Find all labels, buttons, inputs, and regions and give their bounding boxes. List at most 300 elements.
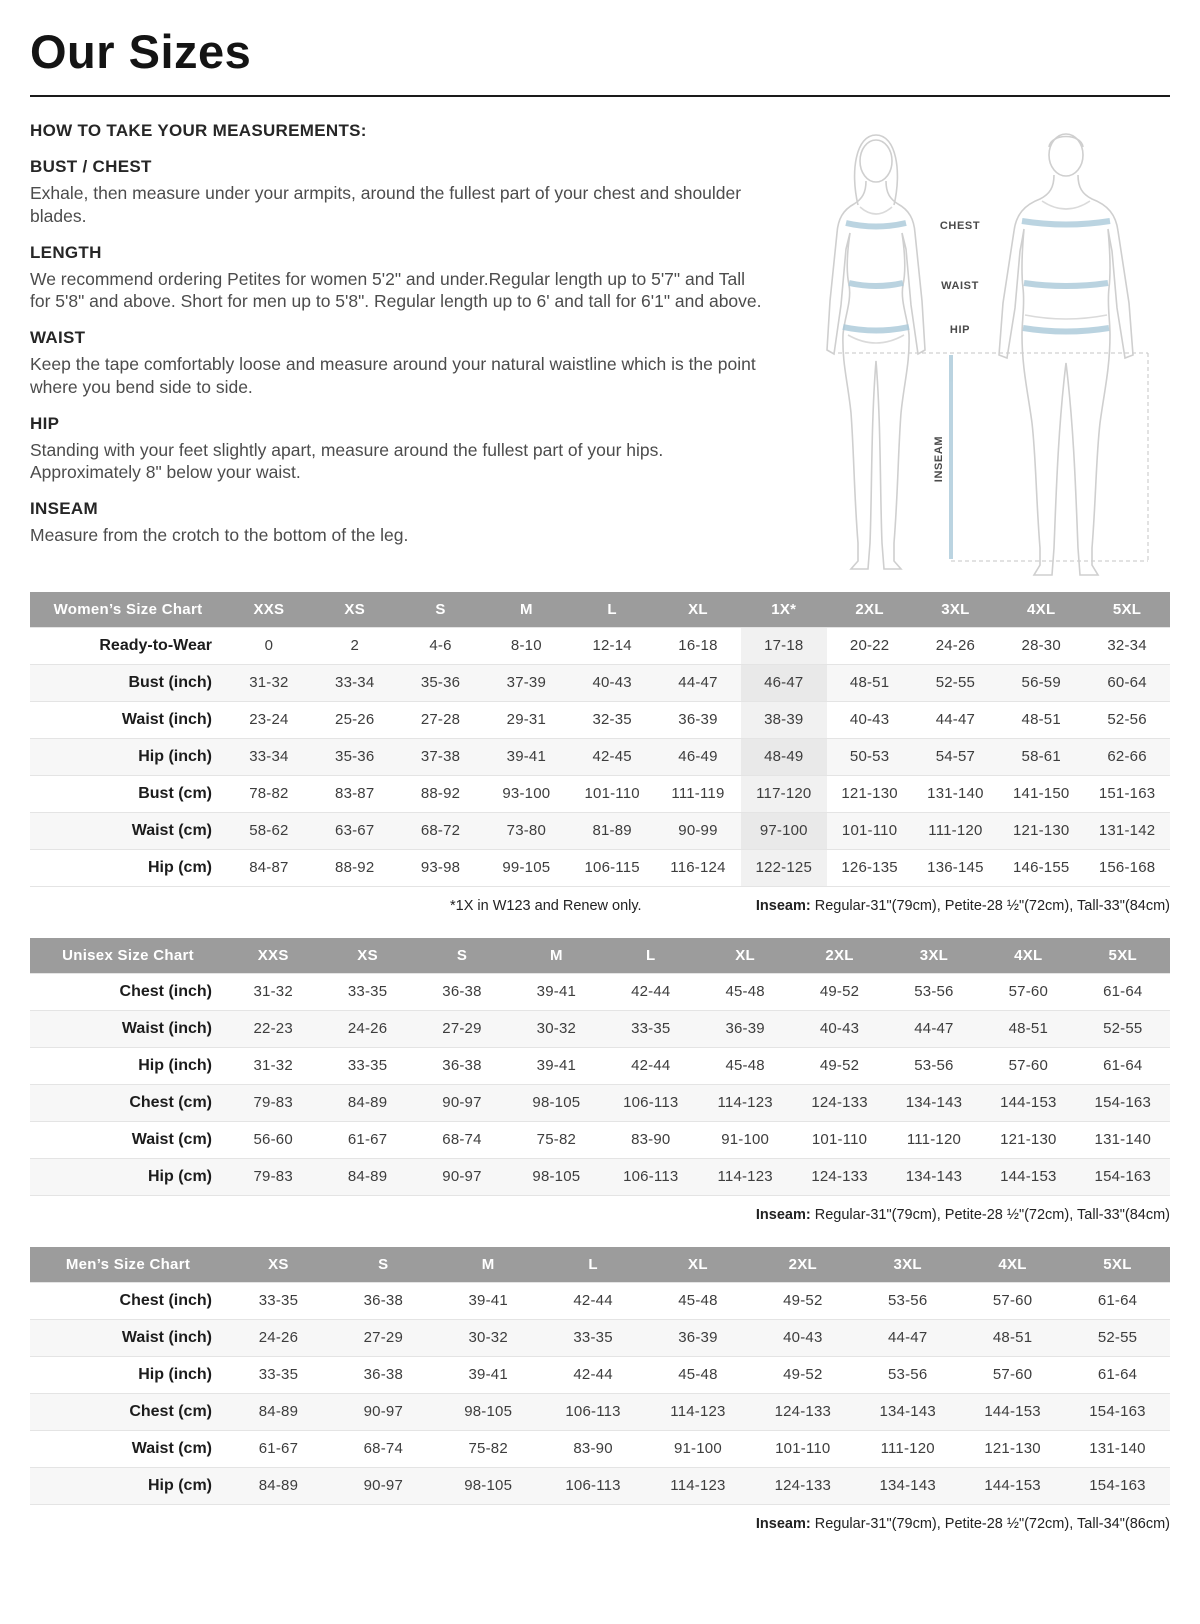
size-value-cell: 28-30 xyxy=(1021,637,1061,655)
size-value-cell: 58-61 xyxy=(1021,748,1061,766)
size-value-cell: 134-143 xyxy=(879,1403,936,1421)
men-inseam-note-text: Regular-31"(79cm), Petite-28 ½"(72cm), Tall-34"(86cm) xyxy=(810,1515,1170,1532)
size-value-cell: 36-39 xyxy=(678,1329,718,1347)
size-value-cell: 111-120 xyxy=(928,822,983,840)
size-value-cell: 134-143 xyxy=(905,1094,963,1112)
size-value-cell: 32-35 xyxy=(592,711,632,729)
size-column-header: XL xyxy=(655,592,741,628)
size-value-cell: 45-48 xyxy=(725,983,765,1001)
size-value-cell: 33-34 xyxy=(335,674,375,692)
size-value-cell: 114-123 xyxy=(670,1403,726,1421)
size-column-header: 3XL xyxy=(855,1247,960,1283)
size-value-cell: 36-38 xyxy=(363,1292,403,1310)
size-value-cell: 88-92 xyxy=(420,785,461,803)
size-value-cell: 122-125 xyxy=(741,849,827,886)
size-value-cell: 42-45 xyxy=(592,748,632,766)
size-value-cell: 83-90 xyxy=(573,1440,613,1458)
size-value-cell: 141-150 xyxy=(1012,785,1070,803)
bust-chest-section xyxy=(30,157,770,228)
size-value-cell: 48-51 xyxy=(849,674,890,692)
size-value-cell: 83-87 xyxy=(335,785,375,803)
row-label: Chest (inch) xyxy=(119,1291,212,1309)
row-label: Hip (inch) xyxy=(138,1056,212,1074)
female-waist-band xyxy=(849,283,903,286)
size-value-cell: 154-163 xyxy=(1094,1168,1151,1186)
row-label: Waist (inch) xyxy=(121,1328,212,1346)
size-column-header: M xyxy=(436,1247,541,1283)
size-value-cell: 53-56 xyxy=(888,1292,928,1310)
bust-chest-heading: BUST / CHEST xyxy=(30,157,152,176)
size-value-cell: 45-48 xyxy=(678,1292,718,1310)
size-value-cell: 117-120 xyxy=(741,775,827,812)
table-row xyxy=(30,849,1170,886)
size-value-cell: 25-26 xyxy=(335,711,375,729)
size-value-cell: 42-44 xyxy=(573,1366,613,1384)
unisex-inseam-note-text: Regular-31"(79cm), Petite-28 ½"(72cm), Tall-33"(84cm) xyxy=(810,1206,1170,1223)
size-value-cell: 32-34 xyxy=(1107,637,1147,655)
size-value-cell: 106-113 xyxy=(623,1168,679,1186)
unisex-size-chart-table xyxy=(30,938,1170,1196)
size-column-header: 3XL xyxy=(913,592,999,628)
size-value-cell: 44-47 xyxy=(678,674,718,692)
row-label: Hip (cm) xyxy=(148,858,212,876)
men-size-chart-table xyxy=(30,1247,1170,1505)
size-value-cell: 4-6 xyxy=(429,637,452,655)
size-value-cell: 84-89 xyxy=(258,1403,299,1421)
one-x-footnote: *1X in W123 and Renew only. xyxy=(450,897,642,914)
size-value-cell: 154-163 xyxy=(1094,1094,1151,1112)
male-hair xyxy=(1049,137,1083,148)
size-column-header: M xyxy=(509,938,603,974)
size-value-cell: 90-97 xyxy=(442,1094,482,1112)
size-value-cell: 124-133 xyxy=(811,1094,868,1112)
size-value-cell: 56-60 xyxy=(253,1131,293,1149)
size-value-cell: 68-72 xyxy=(420,822,461,840)
inseam-heading: INSEAM xyxy=(30,499,98,518)
table-row xyxy=(30,1356,1170,1393)
size-column-header: XXS xyxy=(226,592,312,628)
size-value-cell: 57-60 xyxy=(992,1366,1033,1384)
size-value-cell: 48-49 xyxy=(741,738,827,775)
size-value-cell: 53-56 xyxy=(914,983,954,1001)
size-column-header: XS xyxy=(312,592,398,628)
size-value-cell: 33-35 xyxy=(573,1329,613,1347)
size-value-cell: 114-123 xyxy=(670,1477,726,1495)
size-value-cell: 48-51 xyxy=(1021,711,1061,729)
waist-section xyxy=(30,328,770,399)
size-value-cell: 111-119 xyxy=(671,785,725,803)
size-charts-section xyxy=(0,592,1200,1532)
size-value-cell: 49-52 xyxy=(783,1366,823,1384)
size-value-cell: 39-41 xyxy=(468,1366,508,1384)
size-value-cell: 116-124 xyxy=(670,859,726,877)
size-value-cell: 98-105 xyxy=(532,1168,581,1186)
men-inseam-note-label: Inseam: xyxy=(755,1515,811,1532)
size-value-cell: 88-92 xyxy=(335,859,375,877)
how-to-heading: HOW TO TAKE YOUR MEASUREMENTS: xyxy=(30,121,367,140)
table-row xyxy=(30,812,1170,849)
size-value-cell: 8-10 xyxy=(510,637,542,655)
table-header-row xyxy=(30,592,1170,628)
size-value-cell: 36-38 xyxy=(363,1366,403,1384)
size-value-cell: 50-53 xyxy=(849,748,890,766)
size-value-cell: 33-34 xyxy=(249,748,289,766)
size-column-header: XL xyxy=(646,1247,751,1283)
size-value-cell: 42-44 xyxy=(631,1057,671,1075)
size-value-cell: 54-57 xyxy=(935,748,976,766)
table-title: Men’s Size Chart xyxy=(30,1247,226,1283)
measurement-figure-illustration xyxy=(796,123,1168,595)
row-label: Chest (inch) xyxy=(119,982,212,1000)
size-value-cell: 134-143 xyxy=(879,1477,936,1495)
size-value-cell: 63-67 xyxy=(335,822,375,840)
size-column-header: S xyxy=(415,938,509,974)
size-value-cell: 40-43 xyxy=(592,674,632,692)
size-value-cell: 75-82 xyxy=(536,1131,577,1149)
size-value-cell: 114-123 xyxy=(717,1168,773,1186)
size-column-header: L xyxy=(604,938,698,974)
size-value-cell: 90-99 xyxy=(678,822,718,840)
men-inseam-note xyxy=(756,1516,1170,1532)
size-value-cell: 46-47 xyxy=(741,664,827,701)
size-value-cell: 40-43 xyxy=(849,711,890,729)
size-value-cell: 44-47 xyxy=(888,1329,928,1347)
size-column-header: XS xyxy=(320,938,414,974)
size-value-cell: 36-38 xyxy=(442,1057,482,1075)
row-label: Hip (inch) xyxy=(138,1365,212,1383)
size-value-cell: 40-43 xyxy=(819,1020,860,1038)
size-value-cell: 2 xyxy=(350,637,359,655)
size-value-cell: 35-36 xyxy=(420,674,461,692)
size-value-cell: 93-100 xyxy=(502,785,551,803)
size-column-header: 1X* xyxy=(741,592,827,628)
size-value-cell: 131-142 xyxy=(1098,822,1156,840)
size-column-header: 2XL xyxy=(750,1247,855,1283)
size-column-header: XL xyxy=(698,938,792,974)
table-row xyxy=(30,1084,1170,1121)
size-value-cell: 121-130 xyxy=(1012,822,1070,840)
table-header-row xyxy=(30,1247,1170,1283)
size-value-cell: 12-14 xyxy=(592,637,632,655)
size-value-cell: 61-64 xyxy=(1103,1057,1143,1075)
size-column-header: 5XL xyxy=(1084,592,1170,628)
size-value-cell: 61-64 xyxy=(1103,983,1143,1001)
row-label: Chest (cm) xyxy=(129,1402,212,1420)
size-value-cell: 27-29 xyxy=(363,1329,403,1347)
size-column-header: 2XL xyxy=(827,592,913,628)
body-measurement-diagram xyxy=(796,123,1168,595)
size-value-cell: 37-38 xyxy=(420,748,461,766)
male-waist-band xyxy=(1024,283,1108,286)
size-value-cell: 78-82 xyxy=(249,785,289,803)
size-value-cell: 31-32 xyxy=(253,983,293,1001)
size-value-cell: 33-35 xyxy=(258,1366,299,1384)
hip-label: HIP xyxy=(949,324,971,336)
size-value-cell: 124-133 xyxy=(774,1477,832,1495)
table-row xyxy=(30,1467,1170,1504)
size-value-cell: 49-52 xyxy=(819,1057,860,1075)
measurement-instructions-section xyxy=(0,121,1200,568)
length-body: We recommend ordering Petites for women 5'2" and under.Regular length up to 5'7" and Tall for 5'8" and above. Short for men up to 5'8". Regular length up to 6' and tall for 6'1" and above. xyxy=(30,268,762,312)
size-value-cell: 114-123 xyxy=(717,1094,773,1112)
size-value-cell: 38-39 xyxy=(741,701,827,738)
length-section xyxy=(30,243,770,314)
row-label: Waist (inch) xyxy=(121,710,212,728)
size-value-cell: 84-89 xyxy=(258,1477,299,1495)
row-label: Bust (cm) xyxy=(138,784,212,802)
size-value-cell: 83-90 xyxy=(631,1131,671,1149)
size-value-cell: 126-135 xyxy=(841,859,898,877)
size-value-cell: 121-130 xyxy=(841,785,898,803)
size-value-cell: 136-145 xyxy=(927,859,984,877)
table-header-row xyxy=(30,938,1170,974)
size-value-cell: 42-44 xyxy=(573,1292,613,1310)
size-value-cell: 106-113 xyxy=(565,1403,621,1421)
row-label: Bust (inch) xyxy=(128,673,212,691)
size-value-cell: 99-105 xyxy=(502,859,551,877)
size-value-cell: 39-41 xyxy=(468,1292,508,1310)
size-value-cell: 144-153 xyxy=(984,1477,1041,1495)
women-size-chart-table xyxy=(30,592,1170,887)
size-value-cell: 33-35 xyxy=(347,983,388,1001)
size-value-cell: 97-100 xyxy=(741,812,827,849)
size-value-cell: 90-97 xyxy=(363,1477,403,1495)
size-value-cell: 131-140 xyxy=(1089,1440,1146,1458)
size-value-cell: 30-32 xyxy=(468,1329,508,1347)
size-value-cell: 56-59 xyxy=(1021,674,1061,692)
size-value-cell: 57-60 xyxy=(1008,1057,1048,1075)
size-value-cell: 48-51 xyxy=(992,1329,1033,1347)
inseam-body: Measure from the crotch to the bottom of the leg. xyxy=(30,525,409,545)
size-value-cell: 93-98 xyxy=(420,859,461,877)
size-value-cell: 27-28 xyxy=(420,711,461,729)
size-value-cell: 61-67 xyxy=(347,1131,388,1149)
size-value-cell: 111-120 xyxy=(906,1131,962,1149)
size-value-cell: 156-168 xyxy=(1098,859,1156,877)
hip-body: Standing with your feet slightly apart, measure around the fullest part of your hips. Approximately 8" below your waist. xyxy=(30,439,664,483)
row-label: Hip (cm) xyxy=(148,1167,212,1185)
instructions-text-column xyxy=(30,121,770,547)
size-value-cell: 39-41 xyxy=(506,748,547,766)
size-value-cell: 98-105 xyxy=(464,1403,513,1421)
row-label: Hip (inch) xyxy=(138,747,212,765)
male-hip-band xyxy=(1023,328,1109,332)
hip-section xyxy=(30,414,770,485)
chest-label: CHEST xyxy=(939,220,981,232)
size-value-cell: 79-83 xyxy=(253,1094,293,1112)
size-value-cell: 45-48 xyxy=(678,1366,718,1384)
size-value-cell: 0 xyxy=(264,637,274,655)
table-title: Women’s Size Chart xyxy=(30,592,226,628)
size-value-cell: 124-133 xyxy=(811,1168,868,1186)
size-value-cell: 154-163 xyxy=(1089,1403,1146,1421)
size-value-cell: 106-113 xyxy=(565,1477,621,1495)
unisex-inseam-note-label: Inseam: xyxy=(755,1206,811,1223)
size-value-cell: 101-110 xyxy=(584,785,640,803)
size-value-cell: 24-26 xyxy=(258,1329,299,1347)
size-value-cell: 33-35 xyxy=(631,1020,671,1038)
table-row xyxy=(30,1393,1170,1430)
size-value-cell: 106-113 xyxy=(623,1094,679,1112)
size-value-cell: 52-55 xyxy=(1097,1329,1138,1347)
female-hip-band xyxy=(843,327,909,331)
size-value-cell: 52-55 xyxy=(935,674,976,692)
size-column-header: L xyxy=(569,592,655,628)
size-value-cell: 90-97 xyxy=(442,1168,482,1186)
row-label: Waist (cm) xyxy=(131,1439,212,1457)
size-value-cell: 35-36 xyxy=(335,748,375,766)
female-chest-band xyxy=(846,223,906,227)
size-value-cell: 33-35 xyxy=(258,1292,299,1310)
table-row xyxy=(30,701,1170,738)
women-inseam-note xyxy=(756,898,1170,914)
size-value-cell: 33-35 xyxy=(347,1057,388,1075)
size-value-cell: 121-130 xyxy=(984,1440,1041,1458)
size-value-cell: 30-32 xyxy=(536,1020,577,1038)
size-column-header: 4XL xyxy=(960,1247,1065,1283)
size-value-cell: 79-83 xyxy=(253,1168,293,1186)
size-value-cell: 62-66 xyxy=(1107,748,1147,766)
size-column-header: 2XL xyxy=(792,938,886,974)
size-value-cell: 29-31 xyxy=(506,711,547,729)
size-value-cell: 49-52 xyxy=(783,1292,823,1310)
size-value-cell: 46-49 xyxy=(678,748,718,766)
women-inseam-note-text: Regular-31"(79cm), Petite-28 ½"(72cm), Tall-33"(84cm) xyxy=(810,897,1170,914)
women-inseam-note-label: Inseam: xyxy=(755,897,811,914)
size-column-header: L xyxy=(541,1247,646,1283)
size-value-cell: 52-55 xyxy=(1103,1020,1143,1038)
size-value-cell: 81-89 xyxy=(592,822,632,840)
size-value-cell: 144-153 xyxy=(984,1403,1041,1421)
size-value-cell: 17-18 xyxy=(741,627,827,664)
size-value-cell: 106-115 xyxy=(584,859,640,877)
size-value-cell: 45-48 xyxy=(725,1057,765,1075)
table-row xyxy=(30,1430,1170,1467)
men-chart-footnotes xyxy=(30,1505,1170,1532)
size-value-cell: 144-153 xyxy=(1000,1094,1057,1112)
size-value-cell: 36-39 xyxy=(725,1020,765,1038)
size-value-cell: 91-100 xyxy=(673,1440,722,1458)
inseam-section xyxy=(30,499,770,547)
size-value-cell: 61-64 xyxy=(1097,1366,1138,1384)
male-chest-band xyxy=(1022,221,1110,225)
size-value-cell: 84-89 xyxy=(347,1168,388,1186)
size-value-cell: 98-105 xyxy=(532,1094,581,1112)
size-value-cell: 36-39 xyxy=(678,711,718,729)
size-value-cell: 134-143 xyxy=(905,1168,963,1186)
table-row xyxy=(30,664,1170,701)
size-value-cell: 84-89 xyxy=(347,1094,388,1112)
size-value-cell: 101-110 xyxy=(775,1440,831,1458)
dashed-guide-lines xyxy=(838,353,1148,561)
table-row xyxy=(30,1158,1170,1195)
size-value-cell: 57-60 xyxy=(1008,983,1048,1001)
table-row xyxy=(30,775,1170,812)
size-value-cell: 68-74 xyxy=(363,1440,403,1458)
size-value-cell: 124-133 xyxy=(774,1403,832,1421)
row-label: Ready-to-Wear xyxy=(99,636,212,654)
size-value-cell: 58-62 xyxy=(249,822,289,840)
female-figure-outline xyxy=(827,135,925,569)
size-value-cell: 131-140 xyxy=(1094,1131,1151,1149)
size-column-header: S xyxy=(331,1247,436,1283)
row-label: Waist (cm) xyxy=(131,821,212,839)
size-value-cell: 36-38 xyxy=(442,983,482,1001)
size-column-header: 5XL xyxy=(1065,1247,1170,1283)
size-value-cell: 151-163 xyxy=(1098,785,1156,803)
table-row xyxy=(30,627,1170,664)
table-title: Unisex Size Chart xyxy=(30,938,226,974)
page-title: Our Sizes xyxy=(30,25,252,78)
size-value-cell: 16-18 xyxy=(678,637,718,655)
inseam-label: INSEAM xyxy=(933,435,945,483)
size-column-header: 4XL xyxy=(998,592,1084,628)
size-value-cell: 39-41 xyxy=(536,983,577,1001)
size-value-cell: 146-155 xyxy=(1012,859,1070,877)
waist-body: Keep the tape comfortably loose and measure around your natural waistline which is the point where you bend side to side. xyxy=(30,354,756,397)
row-label: Chest (cm) xyxy=(129,1093,212,1111)
size-value-cell: 53-56 xyxy=(888,1366,928,1384)
size-value-cell: 23-24 xyxy=(249,711,289,729)
size-value-cell: 101-110 xyxy=(841,822,898,840)
size-value-cell: 61-64 xyxy=(1097,1292,1138,1310)
table-row xyxy=(30,1010,1170,1047)
size-value-cell: 37-39 xyxy=(506,674,547,692)
title-divider xyxy=(30,95,1170,97)
size-column-header: S xyxy=(398,592,484,628)
male-figure-outline xyxy=(999,134,1133,575)
table-row xyxy=(30,1121,1170,1158)
size-column-header: M xyxy=(483,592,569,628)
size-value-cell: 24-26 xyxy=(935,637,976,655)
size-value-cell: 20-22 xyxy=(849,637,890,655)
table-row xyxy=(30,1047,1170,1084)
size-value-cell: 73-80 xyxy=(506,822,547,840)
measurement-bands xyxy=(843,221,1110,559)
size-value-cell: 84-87 xyxy=(249,859,289,877)
row-label: Waist (inch) xyxy=(121,1019,212,1037)
row-label: Hip (cm) xyxy=(148,1476,212,1494)
size-value-cell: 131-140 xyxy=(927,785,984,803)
size-value-cell: 53-56 xyxy=(914,1057,954,1075)
table-row xyxy=(30,738,1170,775)
size-value-cell: 60-64 xyxy=(1107,674,1147,692)
waist-heading: WAIST xyxy=(30,328,86,347)
row-label: Waist (cm) xyxy=(131,1130,212,1148)
bust-chest-body: Exhale, then measure under your armpits, around the fullest part of your chest and shoulder blades. xyxy=(30,183,742,226)
size-value-cell: 48-51 xyxy=(1008,1020,1048,1038)
size-value-cell: 98-105 xyxy=(464,1477,513,1495)
table-row xyxy=(30,1319,1170,1356)
size-value-cell: 101-110 xyxy=(811,1131,868,1149)
size-value-cell: 90-97 xyxy=(363,1403,403,1421)
size-value-cell: 75-82 xyxy=(468,1440,508,1458)
size-value-cell: 42-44 xyxy=(631,983,671,1001)
size-column-header: 3XL xyxy=(887,938,981,974)
women-chart-footnotes xyxy=(30,887,1170,914)
size-value-cell: 39-41 xyxy=(536,1057,577,1075)
size-value-cell: 44-47 xyxy=(935,711,976,729)
length-heading: LENGTH xyxy=(30,242,102,262)
size-value-cell: 111-120 xyxy=(880,1440,935,1458)
size-column-header: XS xyxy=(226,1247,331,1283)
unisex-chart-footnotes xyxy=(30,1196,1170,1223)
size-value-cell: 49-52 xyxy=(819,983,860,1001)
size-value-cell: 27-29 xyxy=(442,1020,482,1038)
size-value-cell: 22-23 xyxy=(253,1020,293,1038)
size-value-cell: 154-163 xyxy=(1089,1477,1146,1495)
size-value-cell: 61-67 xyxy=(258,1440,299,1458)
